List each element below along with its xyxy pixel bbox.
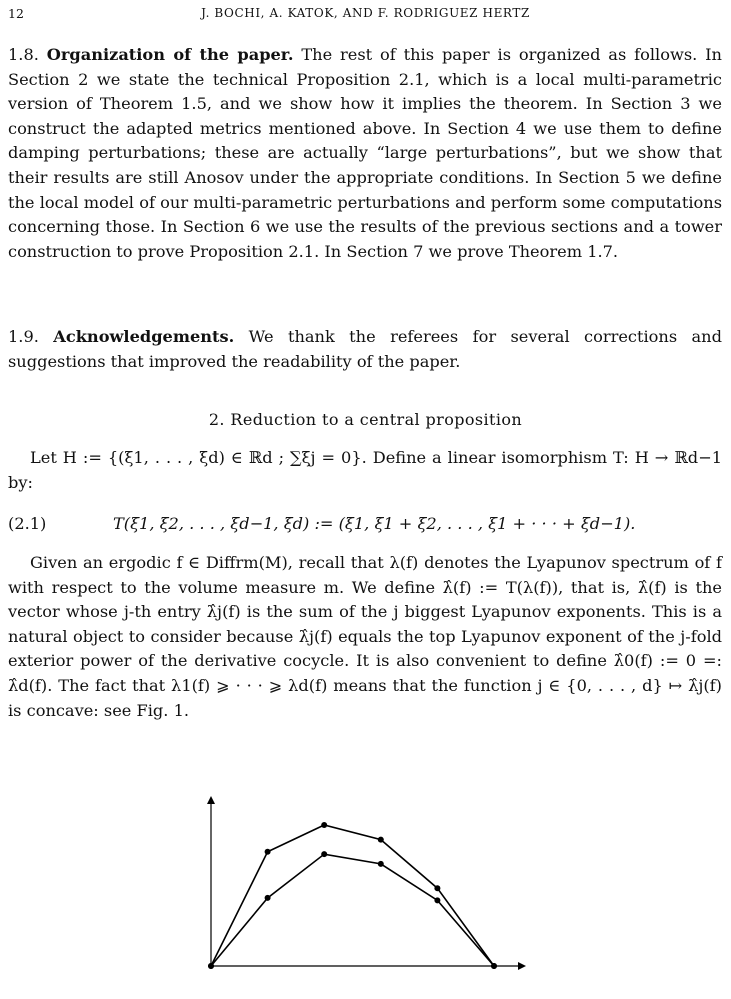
section-intro: Let H := {(ξ1, . . . , ξd) ∈ ℝd ; ∑ξj = 0}. Define a linear isomorphism T: H → ℝd−1 by: (8, 448, 722, 492)
acknowledgements-number: 1.9. (8, 327, 39, 346)
series-line-2 (211, 854, 494, 966)
organization-text: The rest of this paper is organized as follows. In Section 2 we state the technical Proposition 2.1, which is a local multi-parametric version of Theorem 1.5, and we show how it implies the theorem. In Section 3 we construct the adapted metrics mentioned above. In Section 4 we use them to define damping perturbations; these are actually “large perturbations”, but we show that their results are still Anosov under the appropriate conditions. In Section 5 we define the local model of our multi-parametric perturbations and perform some computations concerning those. In Section 6 we use the results of the previous sections and a tower construction to prove Proposition 2.1. In Section 7 we prove Theorem 1.7. (8, 45, 722, 261)
series-1-point-4 (434, 885, 440, 891)
series-2-point-3 (378, 861, 384, 867)
series-2-point-2 (321, 851, 327, 857)
page-header (8, 6, 723, 24)
acknowledgements-paragraph (8, 325, 722, 374)
organization-number: 1.8. (8, 45, 39, 64)
series-1-point-2 (321, 822, 327, 828)
series-2-point-0 (208, 963, 214, 969)
equation-body: T(ξ1, ξ2, . . . , ξd−1, ξd) := (ξ1, ξ1 + ξ2, . . . , ξ1 + · · · + ξd−1). (113, 514, 636, 533)
page-number: 12 (8, 6, 24, 21)
series-1-point-3 (378, 837, 384, 843)
series-1-point-1 (265, 849, 271, 855)
acknowledgements-title: Acknowledgements. (53, 327, 235, 346)
acknowledgements-text: We thank the referees for several corrections and suggestions that improved the readability of the paper. (8, 327, 722, 371)
series-2-point-4 (434, 897, 440, 903)
section-heading: 2. Reduction to a central proposition (208, 410, 523, 429)
equation-2-1 (8, 514, 722, 538)
y-axis-arrow (207, 796, 215, 804)
series-2-point-5 (491, 963, 497, 969)
organization-title: Organization of the paper. (46, 45, 294, 64)
x-axis-arrow (518, 962, 526, 970)
equation-number: (2.1) (8, 514, 47, 533)
series-line-1 (211, 825, 494, 966)
figure-1-chart (0, 790, 731, 995)
running-title: J. BOCHI, A. KATOK, AND F. RODRIGUEZ HERTZ (201, 6, 530, 20)
organization-paragraph (8, 43, 722, 264)
series-2-point-1 (265, 895, 271, 901)
section-body: Given an ergodic f ∈ Diffrm(M), recall that λ(f) denotes the Lyapunov spectrum of f with respect to the volume measure m. We define λ̂(f) := T(λ(f)), that is, λ̂(f) is the vector whose j-th entry λ̂j(f) is the sum of the j biggest Lyapunov exponents. This is a natural object to consider because λ̂j(f) equals the top Lyapunov exponent of the j-fold exterior power of the derivative cocycle. It is also convenient to define λ̂0(f) := 0 =: λ̂d(f). The fact that λ1(f) ⩾ · · · ⩾ λd(f) means that the function j ∈ {0, . . . , d} ↦ λ̂j(f) is concave: see Fig. 1. (8, 553, 722, 720)
